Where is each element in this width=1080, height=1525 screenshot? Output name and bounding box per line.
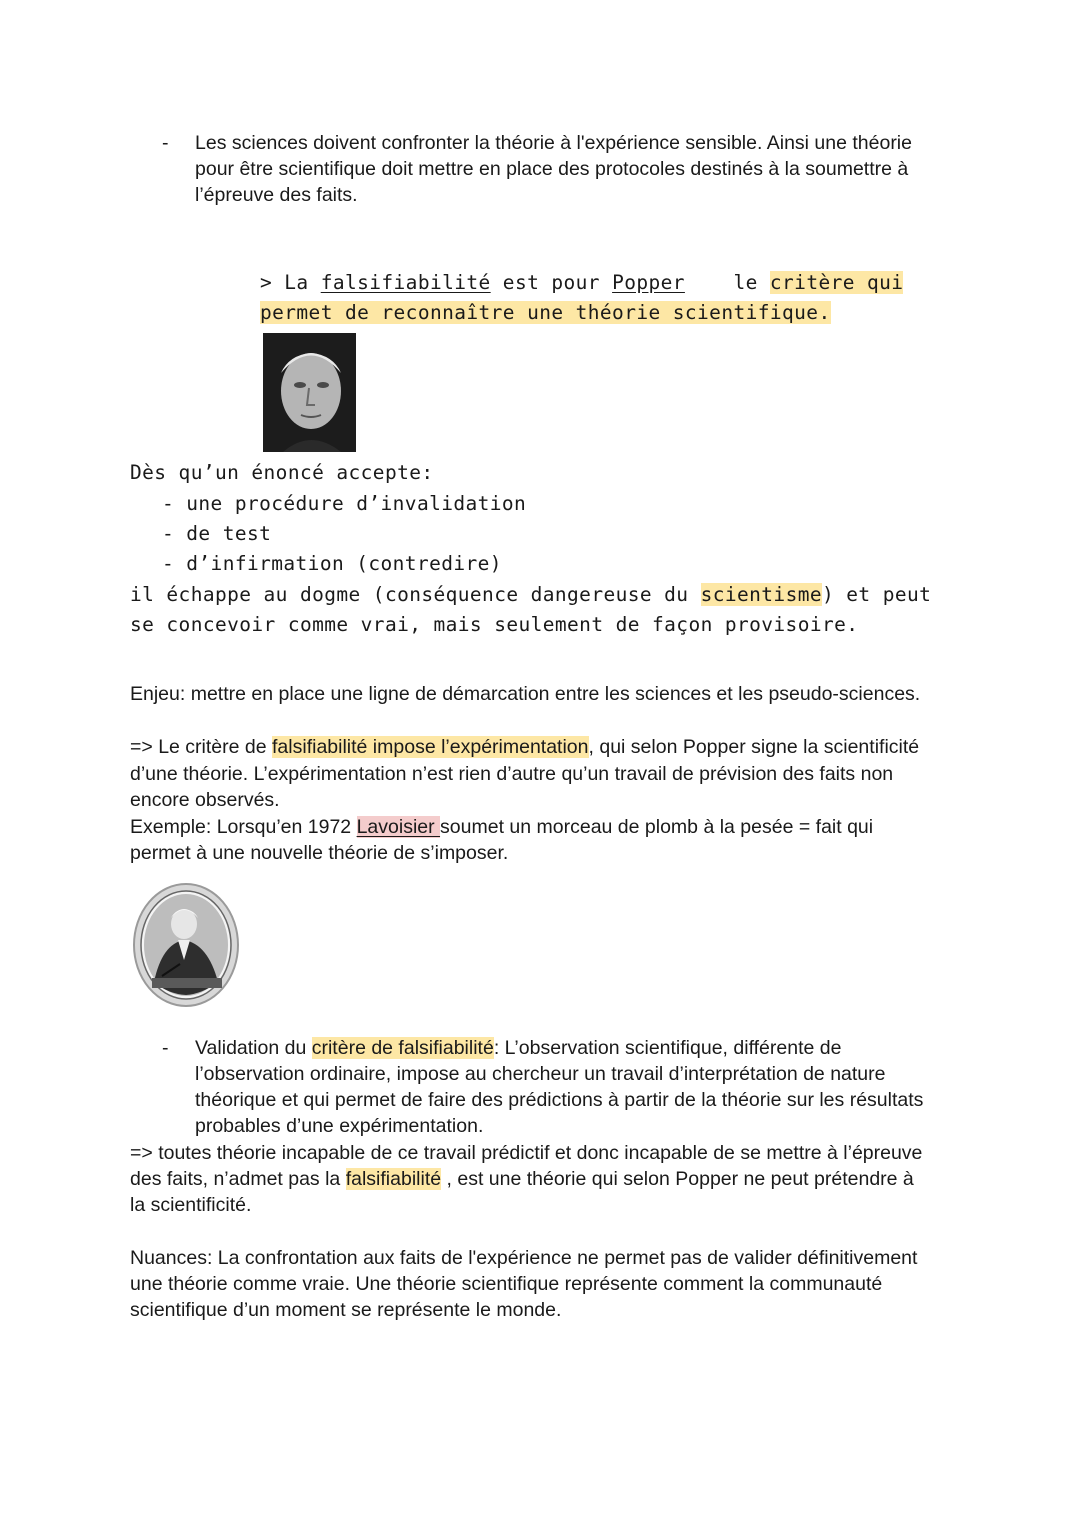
popper-link[interactable]: Popper [612, 271, 685, 294]
bullet-dash: - [162, 132, 169, 154]
validation-line-3: théorique et qui permet de faire des prédictions à partir de la théorie sur les résultats [195, 1089, 924, 1111]
validation-highlight: critère de falsifiabilité [311, 1037, 494, 1059]
enonce-item-text: de test [186, 522, 272, 545]
conclusion-line-1: => toutes théorie incapable de ce travail prédictif et donc incapable de se mettre à l’épreuve [130, 1142, 923, 1164]
enonce-item-text: d’infirmation (contredire) [186, 552, 502, 575]
falsifiabilite-highlight: falsifiabilité [345, 1168, 442, 1190]
enonce-text: il échappe au dogme (conséquence dangereuse du [130, 583, 701, 606]
quote-highlight-2: permet de reconnaître une théorie scientifique. [260, 301, 831, 324]
validation-text: Validation du [195, 1037, 312, 1059]
critere-text: , qui selon Popper signe la scientificité [588, 736, 920, 758]
quote-mid: est pour [490, 271, 613, 294]
critere-line-1 [130, 734, 919, 761]
critere-highlight: falsifiabilité impose l’expérimentation [272, 736, 589, 758]
bullet-line-3: l’épreuve des faits. [195, 184, 358, 206]
lavoisier-link[interactable]: Lavoisier [356, 816, 441, 838]
critere-text: => Le critère de [130, 736, 273, 758]
enonce-item-3: - d’infirmation (contredire) [162, 552, 502, 575]
bullet-line-2: pour être scientifique doit mettre en place des protocoles destinés à la soumettre à [195, 158, 909, 180]
critere-text: Exemple: Lorsqu’en 1972 [130, 816, 357, 838]
enonce-item-1: - une procédure d’invalidation [162, 492, 527, 515]
validation-line-4: probables d’une expérimentation. [195, 1115, 484, 1137]
critere-line-3: encore observés. [130, 789, 280, 811]
quote-line-1 [260, 268, 903, 299]
falsifiabilite-link[interactable]: falsifiabilité [320, 271, 491, 294]
quote-highlight-1: critère qui [769, 271, 904, 294]
critere-line-4 [130, 814, 873, 841]
nuances-line-1: Nuances: La confrontation aux faits de l'expérience ne permet pas de valider définitivement [130, 1247, 918, 1269]
enonce-line-2: se concevoir comme vrai, mais seulement de façon provisoire. [130, 613, 859, 636]
quote-gap: le [684, 271, 770, 294]
quote-prefix: > La [260, 271, 321, 294]
quote-line-2 [260, 298, 831, 329]
conclusion-line-2 [130, 1166, 914, 1193]
nuances-line-2: une théorie comme vraie. Une théorie scientifique représente comment la communauté [130, 1273, 883, 1295]
conclusion-text: , est une théorie qui selon Popper ne peut prétendre à [441, 1168, 914, 1190]
bullet-dash: - [162, 1037, 169, 1059]
validation-line-1 [195, 1035, 841, 1062]
bullet-line-1: Les sciences doivent confronter la théorie à l'expérience sensible. Ainsi une théorie [195, 132, 912, 154]
validation-text: : L’observation scientifique, différente de [493, 1037, 842, 1059]
critere-line-5: permet à une nouvelle théorie de s’imposer. [130, 842, 509, 864]
enonce-intro: Dès qu’un énoncé accepte: [130, 461, 434, 484]
lavoisier-portrait [132, 882, 240, 1008]
enonce-item-2: - de test [162, 522, 272, 545]
validation-line-2: l’observation ordinaire, impose au chercheur un travail d’interprétation de nature [195, 1063, 886, 1085]
conclusion-text: des faits, n’admet pas la [130, 1168, 346, 1190]
enonce-line-1 [130, 580, 931, 611]
critere-line-2: d’une théorie. L’expérimentation n’est rien d’autre qu’un travail de prévision des faits non [130, 763, 894, 785]
enonce-item-text: une procédure d’invalidation [186, 492, 527, 515]
conclusion-line-3: la scientificité. [130, 1194, 252, 1216]
enonce-text: ) et peut [822, 583, 932, 606]
enjeu-paragraph: Enjeu: mettre en place une ligne de démarcation entre les sciences et les pseudo-sciences. [130, 683, 921, 705]
critere-text: soumet un morceau de plomb à la pesée = fait qui [440, 816, 874, 838]
scientisme-highlight: scientisme [700, 583, 822, 606]
popper-portrait [263, 333, 356, 452]
nuances-line-3: scientifique d’un moment se représente le monde. [130, 1299, 562, 1321]
